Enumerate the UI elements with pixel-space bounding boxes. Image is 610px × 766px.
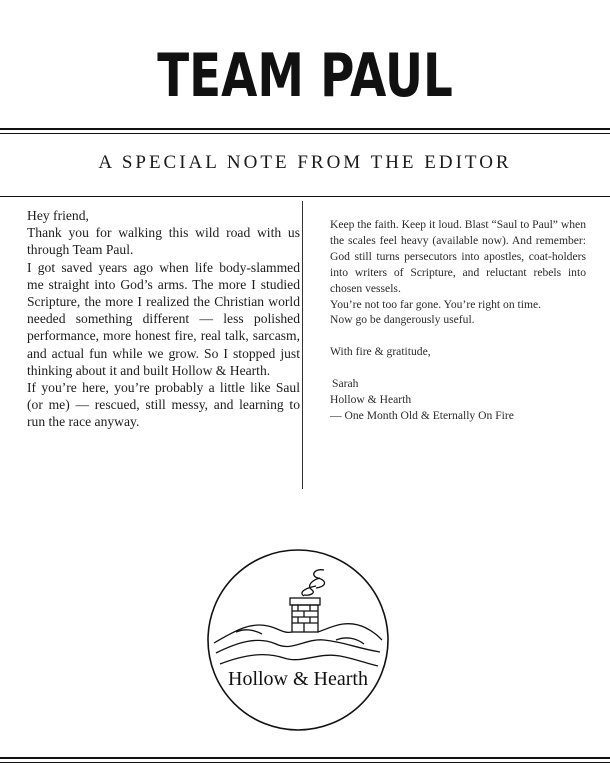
bottom-divider: [0, 757, 610, 759]
letter-right-column: [330, 217, 586, 424]
page-title: TEAM PAUL: [157, 41, 453, 111]
chimney-mountains-icon: [214, 570, 382, 666]
top-divider: [0, 128, 610, 130]
paragraph: Keep the faith. Keep it loud. Blast “Saul to Paul” when the scales feel heavy (available now). And remember: God still turns persecutors into apostles, coat-holders into writers of Scripture, and reluctant rebels into chosen vessels.: [330, 218, 586, 295]
top-divider-thin: [0, 133, 610, 134]
letter-left-column: [27, 207, 300, 431]
column-divider: [302, 201, 303, 489]
signature-org: Hollow & Hearth: [330, 393, 412, 407]
paragraph: If you’re here, you’re probably a little like Saul (or me) — rescued, still messy, and learning to run the race anyway.: [27, 380, 300, 430]
section-subtitle: A SPECIAL NOTE FROM THE EDITOR: [98, 152, 512, 173]
bottom-divider-thin: [0, 762, 610, 763]
paragraph: Now go be dangerously useful.: [330, 313, 475, 327]
subtitle-divider: [0, 196, 610, 197]
hollow-hearth-logo: [206, 548, 390, 732]
paragraph: You’re not too far gone. You’re right on time.: [330, 297, 542, 311]
greeting: Hey friend,: [27, 208, 89, 223]
paragraph: Thank you for walking this wild road with us through Team Paul.: [27, 225, 300, 258]
closing-line: With fire & gratitude,: [330, 345, 431, 359]
paragraph: I got saved years ago when life body-slammed me straight into God’s arms. The more I studied Scripture, the more I realized the Christian world needed something different — less polished performance, more honest fire, real talk, sarcasm, and actual fun while we grow. So I stopped just thinking about it and built Hollow & Hearth.: [27, 259, 300, 378]
logo-text: Hollow & Hearth: [228, 668, 368, 690]
signature-name: Sarah: [332, 377, 359, 391]
signature-tagline: — One Month Old & Eternally On Fire: [330, 409, 514, 423]
